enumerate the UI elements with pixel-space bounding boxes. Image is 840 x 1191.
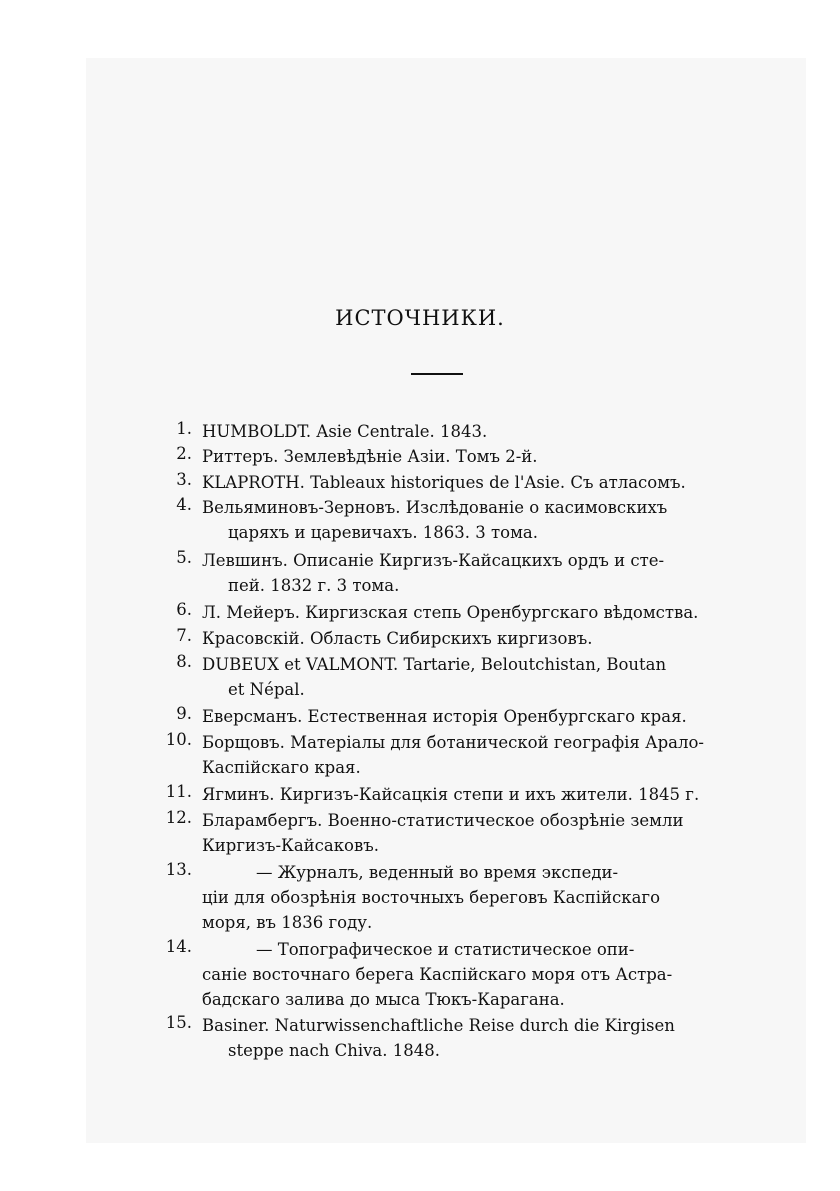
item-number: 10. bbox=[165, 730, 192, 749]
item-line: Каспійскаго края. bbox=[202, 758, 361, 777]
item-text bbox=[202, 860, 718, 935]
item-text bbox=[202, 808, 718, 858]
item-text bbox=[202, 782, 718, 807]
item-number: 4. bbox=[176, 495, 192, 514]
item-line: — Журналъ, веденный во время экспеди- bbox=[256, 863, 619, 882]
item-text bbox=[202, 495, 718, 545]
item-number: 5. bbox=[176, 548, 192, 567]
item-line: Киргизъ-Кайсаковъ. bbox=[202, 836, 380, 855]
item-line: Вельяминовъ-Зерновъ. Изслѣдованіе о касимовскихъ bbox=[202, 498, 668, 517]
item-line: Борщовъ. Матеріалы для ботанической географія Арало- bbox=[202, 733, 704, 752]
item-line: Л. Мейеръ. Киргизская степь Оренбургскаго вѣдомства. bbox=[202, 603, 699, 622]
item-text bbox=[202, 548, 718, 598]
item-number: 13. bbox=[165, 860, 192, 879]
item-line: DUBEUX et VALMONT. Tartarie, Beloutchistan, Boutan bbox=[202, 655, 667, 674]
item-number: 14. bbox=[165, 937, 192, 956]
page-title: ИСТОЧНИКИ. bbox=[335, 306, 505, 330]
item-number: 3. bbox=[176, 470, 192, 489]
item-line: HUMBOLDT. Asie Centrale. 1843. bbox=[202, 422, 488, 441]
item-line: Риттеръ. Землевѣдѣніе Азіи. Томъ 2-й. bbox=[202, 447, 538, 466]
item-number: 7. bbox=[176, 626, 192, 645]
item-text bbox=[202, 937, 718, 1012]
item-line: — Топографическое и статистическое опи- bbox=[256, 940, 635, 959]
item-text bbox=[202, 730, 718, 780]
item-text bbox=[202, 470, 718, 495]
item-line: steppe nach Chiva. 1848. bbox=[228, 1041, 440, 1060]
item-line: саніе восточнаго берега Каспійскаго моря отъ Астра- bbox=[202, 965, 673, 984]
item-line: моря, въ 1836 году. bbox=[202, 913, 373, 932]
item-line: Бларамбергъ. Военно-статистическое обозрѣніе земли bbox=[202, 811, 684, 830]
item-line: Красовскій. Область Сибирскихъ киргизовъ. bbox=[202, 629, 593, 648]
item-number: 15. bbox=[165, 1013, 192, 1032]
item-line: ціи для обозрѣнія восточныхъ береговъ Каспійскаго bbox=[202, 888, 661, 907]
item-line: Basiner. Naturwissenchaftliche Reise durch die Kirgisen bbox=[202, 1016, 675, 1035]
item-number: 12. bbox=[165, 808, 192, 827]
title-divider bbox=[411, 373, 463, 375]
item-text bbox=[202, 626, 718, 651]
item-text bbox=[202, 1013, 718, 1063]
item-line: бадскаго залива до мыса Тюкъ-Карагана. bbox=[202, 990, 565, 1009]
item-number: 8. bbox=[176, 652, 192, 671]
item-text bbox=[202, 419, 718, 444]
item-line: Ягминъ. Киргизъ-Кайсацкія степи и ихъ жители. 1845 г. bbox=[202, 785, 700, 804]
item-text bbox=[202, 652, 718, 702]
item-number: 1. bbox=[176, 419, 192, 438]
item-line: Левшинъ. Описаніе Киргизъ-Кайсацкихъ ордъ и сте- bbox=[202, 551, 665, 570]
item-number: 9. bbox=[176, 704, 192, 723]
item-line: Еверсманъ. Естественная исторія Оренбургскаго края. bbox=[202, 707, 687, 726]
item-text bbox=[202, 600, 718, 625]
item-text bbox=[202, 704, 718, 729]
item-line: царяхъ и царевичахъ. 1863. 3 тома. bbox=[228, 523, 539, 542]
item-number: 6. bbox=[176, 600, 192, 619]
item-line: KLAPROTH. Tableaux historiques de l'Asie. Съ атласомъ. bbox=[202, 473, 686, 492]
item-text bbox=[202, 444, 718, 469]
item-line: пей. 1832 г. 3 тома. bbox=[228, 576, 400, 595]
item-number: 11. bbox=[165, 782, 192, 801]
item-line: et Népal. bbox=[228, 680, 305, 699]
item-number: 2. bbox=[176, 444, 192, 463]
